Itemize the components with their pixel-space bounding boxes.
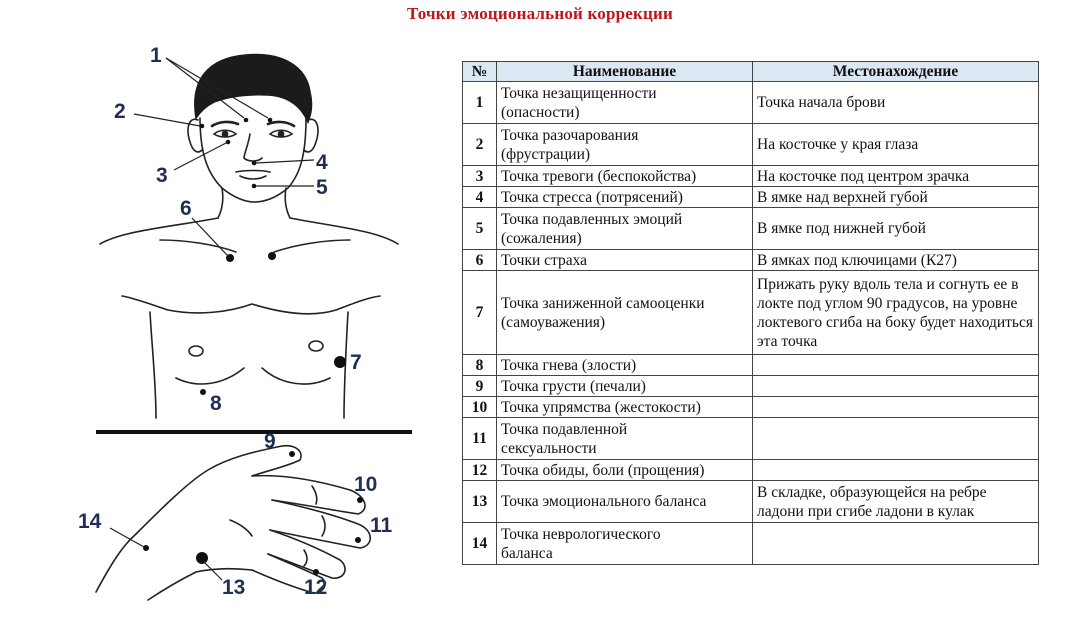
row-name <box>497 481 753 523</box>
table-row <box>463 82 1039 124</box>
row-location: В ямках под ключицами (К27) <box>753 250 1039 271</box>
label-12: 12 <box>304 576 328 599</box>
row-name <box>497 250 753 271</box>
label-1: 1 <box>150 44 162 67</box>
point-3 <box>226 140 231 145</box>
table-row <box>463 523 1039 565</box>
table-row <box>463 271 1039 355</box>
row-name <box>497 376 753 397</box>
label-8: 8 <box>210 392 222 415</box>
row-name <box>497 523 753 565</box>
label-6: 6 <box>180 197 192 220</box>
row-number: 6 <box>463 250 497 271</box>
row-name <box>497 82 753 124</box>
row-location <box>753 355 1039 376</box>
row-name-line: баланса <box>501 544 553 562</box>
label-13: 13 <box>222 576 246 599</box>
point-10 <box>357 497 363 503</box>
point-1a <box>244 118 249 123</box>
row-name-line: Точки страха <box>501 251 588 269</box>
row-location <box>753 460 1039 481</box>
row-name <box>497 166 753 187</box>
head-drawing <box>100 55 398 252</box>
table-row <box>463 418 1039 460</box>
table-row <box>463 124 1039 166</box>
row-name-line: (сожаления) <box>501 229 582 247</box>
label-10: 10 <box>354 473 378 496</box>
row-number: 7 <box>463 271 497 355</box>
table-row <box>463 166 1039 187</box>
row-name <box>497 187 753 208</box>
point-14 <box>143 545 149 551</box>
label-4: 4 <box>316 151 328 174</box>
point-12 <box>313 569 319 575</box>
row-name-line: (фрустрации) <box>501 145 591 163</box>
label-5: 5 <box>316 176 328 199</box>
header-location: Местонахождение <box>753 62 1039 82</box>
table-header-row <box>463 62 1039 82</box>
point-5 <box>252 184 257 189</box>
row-number: 12 <box>463 460 497 481</box>
header-name: Наименование <box>497 62 753 82</box>
points-table <box>462 61 1039 565</box>
label-7: 7 <box>350 351 362 374</box>
label-14: 14 <box>78 510 102 533</box>
label-2: 2 <box>114 100 126 123</box>
row-location <box>753 523 1039 565</box>
figure-number-labels <box>78 44 393 599</box>
header-number: № <box>463 62 497 82</box>
row-number: 13 <box>463 481 497 523</box>
point-11 <box>355 537 361 543</box>
point-7 <box>334 356 346 368</box>
point-13 <box>196 552 208 564</box>
row-name-line: Точка гнева (злости) <box>501 356 637 374</box>
table-row <box>463 187 1039 208</box>
head-points <box>200 118 276 262</box>
row-location <box>753 397 1039 418</box>
table-row <box>463 250 1039 271</box>
row-location: В ямке под нижней губой <box>753 208 1039 250</box>
row-name-line: Точка заниженной самооценки <box>501 294 705 312</box>
row-name <box>497 355 753 376</box>
hair-shape <box>195 55 312 122</box>
row-name <box>497 208 753 250</box>
table-body <box>463 82 1039 565</box>
row-name-line: Точка разочарования <box>501 126 639 144</box>
row-number: 3 <box>463 166 497 187</box>
table-row <box>463 397 1039 418</box>
row-name-line: Точка обиды, боли (прощения) <box>501 461 705 479</box>
row-number: 9 <box>463 376 497 397</box>
row-name <box>497 460 753 481</box>
row-name-line: Точка подавленных эмоций <box>501 210 683 228</box>
table-row <box>463 208 1039 250</box>
row-number: 14 <box>463 523 497 565</box>
point-1b <box>268 118 273 123</box>
table-row <box>463 376 1039 397</box>
row-number: 10 <box>463 397 497 418</box>
row-name-line: Точка тревоги (беспокойства) <box>501 167 697 185</box>
table-row <box>463 481 1039 523</box>
row-name-line: Точка эмоционального баланса <box>501 493 707 510</box>
row-number: 4 <box>463 187 497 208</box>
row-location: В складке, образующейся на ребре ладони при сгибе ладони в кулак <box>753 481 1039 523</box>
row-number: 1 <box>463 82 497 124</box>
point-4 <box>252 161 257 166</box>
row-name <box>497 397 753 418</box>
row-name-line: сексуальности <box>501 439 597 457</box>
row-location <box>753 376 1039 397</box>
point-8 <box>200 389 206 395</box>
row-location <box>753 418 1039 460</box>
row-location: Точка начала брови <box>753 82 1039 124</box>
table-row <box>463 460 1039 481</box>
row-name <box>497 418 753 460</box>
body-points-figure <box>0 30 440 627</box>
row-location: На косточке под центром зрачка <box>753 166 1039 187</box>
row-name-line: (самоуважения) <box>501 313 606 331</box>
table-row <box>463 355 1039 376</box>
row-location: На косточке у края глаза <box>753 124 1039 166</box>
row-location: Прижать руку вдоль тела и согнуть ее в локте под углом 90 градусов, на уровне локтевого сгиба на боку будет находиться эта точка <box>753 271 1039 355</box>
row-name-line: Точка незащищенности <box>501 84 657 102</box>
hand-points <box>143 451 363 575</box>
row-number: 5 <box>463 208 497 250</box>
label-11: 11 <box>370 514 393 537</box>
point-9 <box>289 451 295 457</box>
row-name <box>497 271 753 355</box>
point-2 <box>200 124 205 129</box>
row-name-line: Точка упрямства (жестокости) <box>501 398 701 416</box>
page-title: Точки эмоциональной коррекции <box>406 4 674 23</box>
row-number: 8 <box>463 355 497 376</box>
row-name-line: Точка стресса (потрясений) <box>501 188 683 206</box>
row-name-line: Точка грусти (печали) <box>501 377 646 395</box>
row-name-line: Точка подавленной <box>501 420 628 438</box>
row-name-line: Точка неврологического <box>501 525 661 543</box>
row-name-line: (опасности) <box>501 103 580 121</box>
body-points-illustration <box>0 30 440 627</box>
label-3: 3 <box>156 164 168 187</box>
row-number: 11 <box>463 418 497 460</box>
label-9: 9 <box>264 430 276 453</box>
row-name <box>497 124 753 166</box>
row-number: 2 <box>463 124 497 166</box>
row-location: В ямке над верхней губой <box>753 187 1039 208</box>
point-6b <box>268 252 276 260</box>
